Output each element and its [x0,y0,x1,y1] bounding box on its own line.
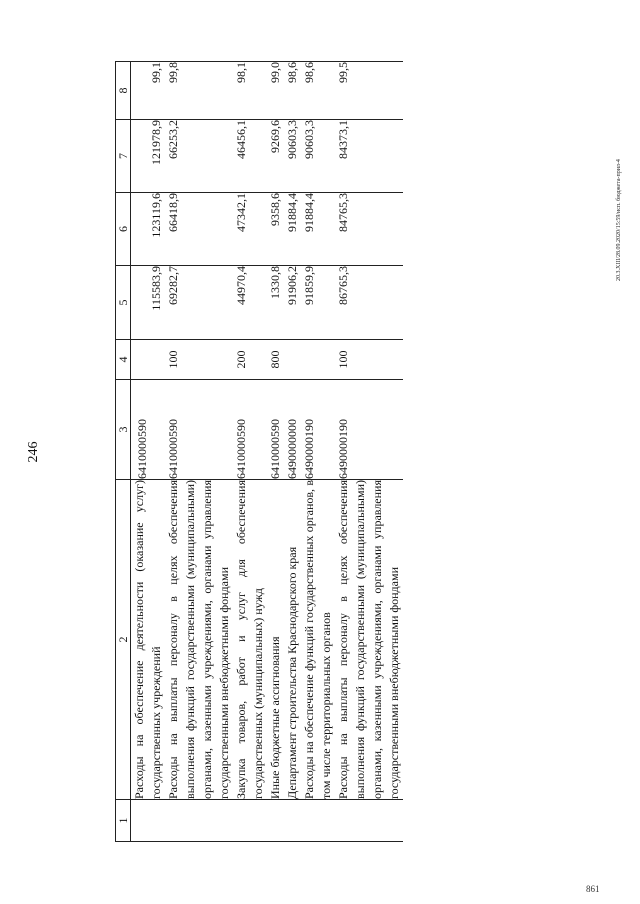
cell-value-7: 90603,3 [284,120,301,193]
budget-table [115,61,403,842]
cell-value-5: 86765,3 [335,266,403,340]
table-row [131,62,166,842]
cell-target-code: 6410000590 [233,380,267,480]
rotated-table-container [115,62,545,842]
cell-description: Расходы на выплаты персоналу в целях обеспечения выполнения функций государственными (муниципальными) органами, казенными учреждениями, органами управления государственными внебюджетными фондами [166,480,231,799]
column-header-7: 7 [116,120,131,193]
side-stamp: 20.3.XIII/28.09.2020/15:59/исп. бюджета-прил-4 [616,159,622,281]
cell-percent: 98,6 [301,62,335,120]
table-header-row [116,62,131,842]
column-header-3: 3 [116,380,131,480]
cell-expense-type: 100 [335,340,403,380]
cell-target-code: 6410000590 [131,380,166,480]
cell-value-5: 69282,7 [165,266,233,340]
column-header-6: 6 [116,193,131,266]
cell-value-6: 84765,3 [335,193,403,266]
table-row [165,62,233,842]
column-header-8: 8 [116,62,131,120]
cell-value-6: 91884,4 [284,193,301,266]
cell-description: Расходы на обеспечение функций государственных органов, в том числе территориальных органов [302,480,333,799]
cell-number [165,800,233,842]
table-row [335,62,403,842]
cell-description: Расходы на выплаты персоналу в целях обеспечения выполнения функций государственными (муниципальными) органами, казенными учреждениями, органами управления государственными внебюджетными фондами [336,480,401,799]
cell-value-5: 1330,8 [267,266,284,340]
cell-description: Департамент строительства Краснодарского края [284,480,301,800]
cell-number [233,800,267,842]
cell-target-code: 6410000590 [267,380,284,480]
cell-percent: 99,1 [131,62,166,120]
cell-expense-type [301,340,335,380]
column-header-1: 1 [116,800,131,842]
cell-expense-type: 800 [267,340,284,380]
cell-value-7: 84373,1 [335,120,403,193]
page-number: 246 [26,441,41,463]
cell-target-code: 6410000590 [165,380,233,480]
cell-target-code: 6490000000 [284,380,301,480]
cell-number [284,800,301,842]
cell-target-code: 6490000190 [335,380,403,480]
cell-value-7: 9269,6 [267,120,284,193]
cell-number [131,800,166,842]
column-header-4: 4 [116,340,131,380]
corner-mark: 861 [586,884,600,894]
table-row [284,62,301,842]
cell-expense-type: 100 [165,340,233,380]
column-header-2: 2 [116,480,131,800]
cell-description: Иные бюджетные ассигнования [267,480,284,800]
cell-expense-type [284,340,301,380]
cell-number [301,800,335,842]
table-row [301,62,335,842]
cell-value-7: 46456,1 [233,120,267,193]
cell-description: Расходы на обеспечение деятельности (оказание услуг) государственных учреждений [132,480,163,799]
cell-number [335,800,403,842]
cell-target-code: 6490000190 [301,380,335,480]
cell-value-5: 91859,9 [301,266,335,340]
cell-value-5: 44970,4 [233,266,267,340]
column-header-5: 5 [116,266,131,340]
cell-expense-type [131,340,166,380]
cell-percent: 98,6 [284,62,301,120]
cell-description: Закупка товаров, работ и услуг для обеспечения государственных (муниципальных) нужд [234,480,265,799]
cell-value-5: 91906,2 [284,266,301,340]
cell-value-5: 115583,9 [131,266,166,340]
cell-number [267,800,284,842]
cell-value-6: 66418,9 [165,193,233,266]
cell-percent: 99,0 [267,62,284,120]
cell-value-7: 66253,2 [165,120,233,193]
cell-percent: 99,8 [165,62,233,120]
cell-value-7: 90603,3 [301,120,335,193]
cell-value-6: 9358,6 [267,193,284,266]
cell-percent: 99,5 [335,62,403,120]
table-row [267,62,284,842]
cell-value-7: 121978,9 [131,120,166,193]
cell-value-6: 47342,1 [233,193,267,266]
cell-value-6: 123119,6 [131,193,166,266]
cell-value-6: 91884,4 [301,193,335,266]
cell-percent: 98,1 [233,62,267,120]
cell-expense-type: 200 [233,340,267,380]
table-row [233,62,267,842]
